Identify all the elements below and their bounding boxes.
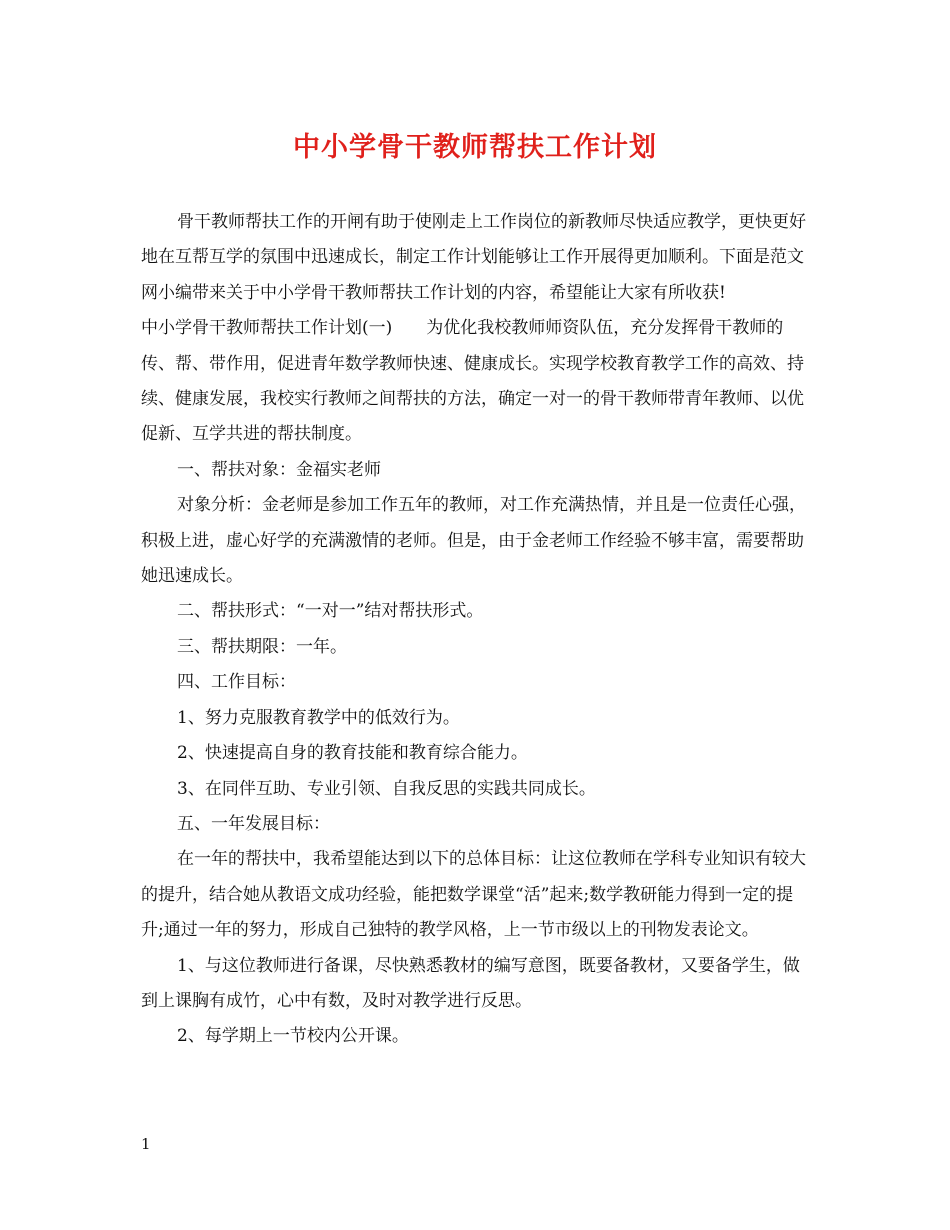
page-title: 中小学骨干教师帮扶工作计划: [293, 132, 657, 163]
measure-item: 1、与这位教师进行备课，尽快熟悉教材的编写意图，既要备教材，又要备学生，做到上课胸有成竹，心中有数，及时对教学进行反思。: [141, 955, 800, 1011]
section-heading-annual-goals: 五、一年发展目标：: [177, 813, 330, 834]
section-heading-target: 一、帮扶对象：金福实老师: [177, 459, 381, 480]
document-body: [141, 205, 811, 1055]
page-number: 1: [141, 1135, 151, 1153]
section-heading-period: 三、帮扶期限：一年。: [177, 636, 347, 657]
target-analysis-paragraph: 对象分析：金老师是参加工作五年的教师，对工作充满热情，并且是一位责任心强，积极上进，虚心好学的充满激情的老师。但是，由于金老师工作经验不够丰富，需要帮助她迅速成长。: [141, 495, 806, 587]
annual-goals-paragraph: 在一年的帮扶中，我希望能达到以下的总体目标：让这位教师在学科专业知识有较大的提升，结合她从教语文成功经验，能把数学课堂“活”起来;数学教研能力得到一定的提升;通过一年的努力，形成自己独特的教学风格，上一节市级以上的刊物发表论文。: [141, 849, 806, 941]
measure-item: 2、每学期上一节校内公开课。: [177, 1026, 409, 1047]
goal-item: 2、快速提高自身的教育技能和教育综合能力。: [177, 743, 528, 764]
section-heading-form: 二、帮扶形式：“一对一”结对帮扶形式。: [177, 601, 484, 622]
goal-item: 1、努力克服教育教学中的低效行为。: [177, 707, 460, 728]
goal-item: 3、在同伴互助、专业引领、自我反思的实践共同成长。: [177, 778, 596, 799]
plan-one-paragraph: 中小学骨干教师帮扶工作计划(一) 为优化我校教师师资队伍，充分发挥骨干教师的传、帮、带作用，促进青年数学教师快速、健康成长。实现学校教育教学工作的高效、持续、健康发展，我校实行教师之间帮扶的方法，确定一对一的骨干教师带青年教师、以优促新、互学共进的帮扶制度。: [141, 318, 804, 445]
intro-paragraph: 骨干教师帮扶工作的开闸有助于使刚走上工作岗位的新教师尽快适应教学，更快更好地在互帮互学的氛围中迅速成长，制定工作计划能够让工作开展得更加顺利。下面是范文网小编带来关于中小学骨干教师帮扶工作计划的内容，希望能让大家有所收获!: [141, 212, 806, 303]
section-heading-goals: 四、工作目标：: [177, 672, 296, 693]
